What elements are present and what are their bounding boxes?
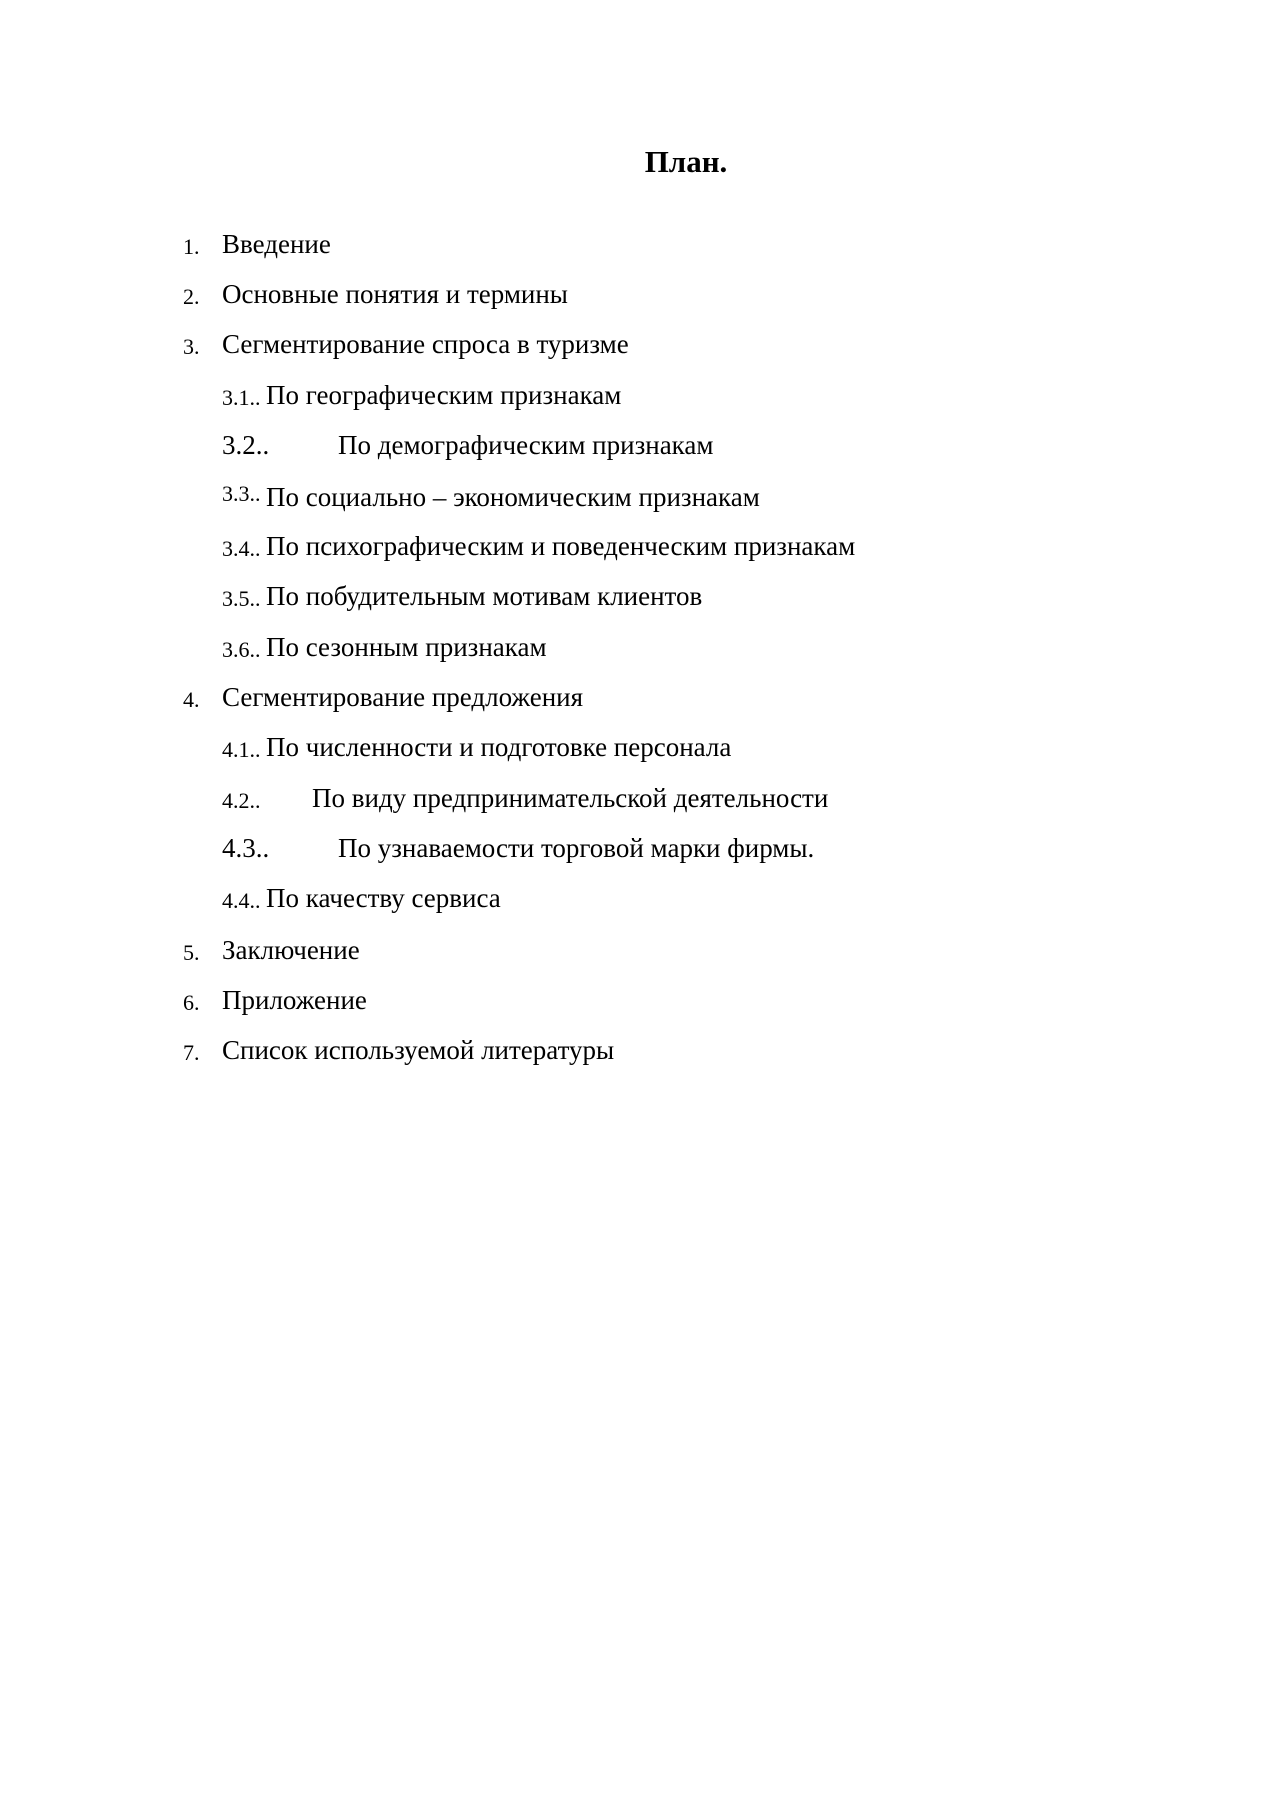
item-number: 2. [183,284,200,309]
item-text: По психографическим и поведенческим признакам [266,531,856,561]
item-number: 3.4.. [222,536,261,561]
item-number: 3.1.. [222,385,261,410]
item-text: По побудительным мотивам клиентов [266,581,703,611]
item-text: Введение [222,229,331,259]
item-number: 3.5.. [222,586,261,611]
item-number: 4. [183,687,200,712]
item-text: По социально – экономическим признакам [266,482,760,512]
page-title: План. [644,144,728,179]
item-number: 5. [183,940,200,965]
item-number: 7. [183,1040,200,1065]
item-text: Сегментирование спроса в туризме [222,329,629,359]
item-number: 1. [183,234,200,259]
item-number: 4.2.. [222,788,261,813]
item-text: По численности и подготовке персонала [266,732,732,762]
item-text: Список используемой литературы [222,1035,615,1065]
item-number: 3.3.. [222,481,261,506]
item-text: Сегментирование предложения [222,682,584,712]
item-text: По качеству сервиса [266,883,501,913]
item-text: Заключение [222,935,360,965]
item-number: 4.4.. [222,888,261,913]
item-text: Основные понятия и термины [222,279,568,309]
item-text: По демографическим признакам [338,430,714,460]
item-text: По сезонным признакам [266,632,547,662]
item-number: 6. [183,990,200,1015]
item-number: 4.3.. [222,833,270,863]
item-text: По географическим признакам [266,380,622,410]
item-text: Приложение [222,985,367,1015]
item-number: 3.6.. [222,637,261,662]
item-text: По виду предпринимательской деятельности [312,783,829,813]
item-number: 4.1.. [222,737,261,762]
item-text: По узнаваемости торговой марки фирмы. [338,833,815,863]
item-number: 3. [183,334,200,359]
item-number: 3.2.. [222,430,270,460]
